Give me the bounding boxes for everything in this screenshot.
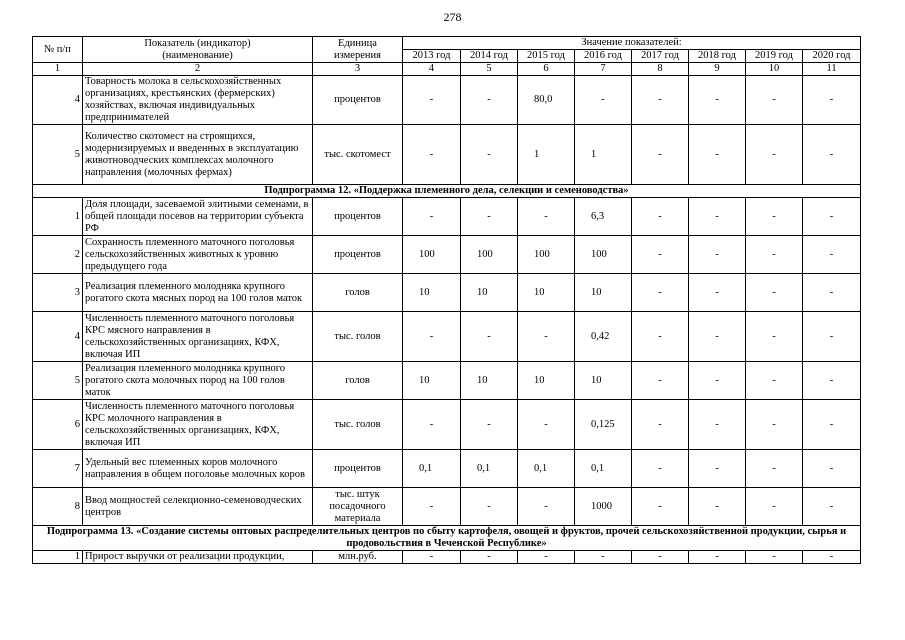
value-cell: 10 bbox=[461, 274, 518, 312]
row-number: 3 bbox=[33, 274, 83, 312]
header-indicator: Показатель (индикатор) (наименование) bbox=[83, 37, 313, 63]
value-cell: - bbox=[803, 274, 861, 312]
indicator-name: Реализация племенного молодняка крупного рогатого скота мясных пород на 100 голов маток bbox=[83, 274, 313, 312]
table-row bbox=[33, 274, 861, 312]
value-cell: - bbox=[461, 488, 518, 526]
indicator-name: Количество скотомест на строящихся, модернизируемых и введенных в эксплуатацию животноводческих комплексах молочного направления (молочных фермах) bbox=[83, 125, 313, 185]
table-row bbox=[33, 362, 861, 400]
indicator-name: Сохранность племенного маточного поголовья сельскохозяйственных животных к уровню предыдущего года bbox=[83, 236, 313, 274]
indicator-name: Удельный вес племенных коров молочного направления в общем поголовье молочных коров bbox=[83, 450, 313, 488]
value-cell: - bbox=[518, 400, 575, 450]
table-row bbox=[33, 400, 861, 450]
value-cell: 10 bbox=[518, 274, 575, 312]
value-cell: 0,125 bbox=[575, 400, 632, 450]
table-row bbox=[33, 450, 861, 488]
row-number: 4 bbox=[33, 312, 83, 362]
value-cell: 0,1 bbox=[575, 450, 632, 488]
value-cell: 100 bbox=[575, 236, 632, 274]
value-cell: - bbox=[632, 450, 689, 488]
value-cell: - bbox=[575, 551, 632, 564]
value-cell: - bbox=[403, 551, 461, 564]
value-cell: - bbox=[746, 312, 803, 362]
value-cell: - bbox=[803, 400, 861, 450]
header-year: 2016 год bbox=[575, 50, 632, 63]
value-cell: - bbox=[689, 76, 746, 125]
value-cell: - bbox=[803, 76, 861, 125]
value-cell: - bbox=[461, 400, 518, 450]
indicator-name: Численность племенного маточного поголовья КРС молочного направления в сельскохозяйственных организациях, КФХ, включая ИП bbox=[83, 400, 313, 450]
row-number: 6 bbox=[33, 400, 83, 450]
value-cell: - bbox=[403, 312, 461, 362]
value-cell: - bbox=[403, 488, 461, 526]
header-year: 2014 год bbox=[461, 50, 518, 63]
header-year: 2020 год bbox=[803, 50, 861, 63]
value-cell: - bbox=[632, 488, 689, 526]
value-cell: - bbox=[461, 125, 518, 185]
value-cell: - bbox=[461, 551, 518, 564]
table-row bbox=[33, 236, 861, 274]
unit-cell: тыс. скотомест bbox=[313, 125, 403, 185]
value-cell: - bbox=[803, 236, 861, 274]
page-number: 278 bbox=[443, 10, 462, 24]
value-cell: - bbox=[803, 198, 861, 236]
header-col-number: 10 bbox=[746, 63, 803, 76]
indicator-name: Реализация племенного молодняка крупного рогатого скота молочных пород на 100 голов маток bbox=[83, 362, 313, 400]
value-cell: - bbox=[632, 362, 689, 400]
row-number: 4 bbox=[33, 76, 83, 125]
unit-cell: процентов bbox=[313, 236, 403, 274]
value-cell: 100 bbox=[403, 236, 461, 274]
value-cell: - bbox=[746, 198, 803, 236]
value-cell: 10 bbox=[518, 362, 575, 400]
value-cell: - bbox=[518, 551, 575, 564]
subprogram-title: Подпрограмма 12. «Поддержка племенного дела, селекции и семеноводства» bbox=[33, 185, 861, 198]
header-year: 2015 год bbox=[518, 50, 575, 63]
row-number: 8 bbox=[33, 488, 83, 526]
row-number: 7 bbox=[33, 450, 83, 488]
table-row bbox=[33, 198, 861, 236]
value-cell: - bbox=[632, 198, 689, 236]
row-number: 2 bbox=[33, 236, 83, 274]
value-cell: 0,42 bbox=[575, 312, 632, 362]
indicator-name: Ввод мощностей селекционно-семеноводческих центров bbox=[83, 488, 313, 526]
header-col-number: 7 bbox=[575, 63, 632, 76]
header-col-number: 1 bbox=[33, 63, 83, 76]
value-cell: - bbox=[803, 362, 861, 400]
value-cell: - bbox=[632, 76, 689, 125]
table-row bbox=[33, 488, 861, 526]
value-cell: - bbox=[746, 274, 803, 312]
unit-cell: процентов bbox=[313, 450, 403, 488]
table-row bbox=[33, 551, 861, 564]
value-cell: - bbox=[632, 274, 689, 312]
unit-cell: тыс. голов bbox=[313, 312, 403, 362]
value-cell: - bbox=[803, 450, 861, 488]
value-cell: 1000 bbox=[575, 488, 632, 526]
value-cell: - bbox=[746, 76, 803, 125]
value-cell: - bbox=[746, 362, 803, 400]
value-cell: - bbox=[689, 362, 746, 400]
value-cell: - bbox=[746, 488, 803, 526]
header-values: Значение показателей: bbox=[403, 37, 861, 50]
value-cell: - bbox=[632, 312, 689, 362]
unit-cell: голов bbox=[313, 362, 403, 400]
value-cell: - bbox=[518, 312, 575, 362]
subprogram-title: Подпрограмма 13. «Создание системы оптовых распределительных центров по сбыту картофеля, овощей и фруктов, прочей сельскохозяйственной продукции, сырья и продовольствия в Чеченской Республике» bbox=[33, 526, 861, 551]
value-cell: 10 bbox=[403, 274, 461, 312]
value-cell: - bbox=[803, 312, 861, 362]
value-cell: 1 bbox=[575, 125, 632, 185]
value-cell: 1 bbox=[518, 125, 575, 185]
unit-cell: процентов bbox=[313, 198, 403, 236]
value-cell: - bbox=[746, 236, 803, 274]
table-row bbox=[33, 125, 861, 185]
unit-cell: млн.руб. bbox=[313, 551, 403, 564]
value-cell: - bbox=[689, 450, 746, 488]
table-row bbox=[33, 312, 861, 362]
value-cell: - bbox=[632, 551, 689, 564]
value-cell: - bbox=[575, 76, 632, 125]
value-cell: - bbox=[803, 125, 861, 185]
value-cell: - bbox=[803, 551, 861, 564]
indicator-name: Прирост выручки от реализации продукции, bbox=[83, 551, 313, 564]
row-number: 5 bbox=[33, 125, 83, 185]
value-cell: - bbox=[518, 488, 575, 526]
value-cell: - bbox=[632, 236, 689, 274]
indicator-name: Товарность молока в сельскохозяйственных организациях, крестьянских (фермерских) хозяйствах, включая индивидуальных предпринимателей bbox=[83, 76, 313, 125]
value-cell: - bbox=[746, 551, 803, 564]
value-cell: - bbox=[632, 125, 689, 185]
value-cell: - bbox=[403, 400, 461, 450]
value-cell: - bbox=[746, 450, 803, 488]
value-cell: - bbox=[461, 312, 518, 362]
value-cell: 6,3 bbox=[575, 198, 632, 236]
header-col-number: 2 bbox=[83, 63, 313, 76]
value-cell: 100 bbox=[461, 236, 518, 274]
value-cell: 0,1 bbox=[518, 450, 575, 488]
header-year: 2017 год bbox=[632, 50, 689, 63]
value-cell: - bbox=[461, 76, 518, 125]
value-cell: - bbox=[632, 400, 689, 450]
unit-cell: процентов bbox=[313, 76, 403, 125]
value-cell: - bbox=[803, 488, 861, 526]
value-cell: - bbox=[518, 198, 575, 236]
value-cell: - bbox=[689, 198, 746, 236]
row-number: 5 bbox=[33, 362, 83, 400]
value-cell: 0,1 bbox=[461, 450, 518, 488]
value-cell: 10 bbox=[403, 362, 461, 400]
header-col-number: 9 bbox=[689, 63, 746, 76]
indicator-name: Численность племенного маточного поголовья КРС мясного направления в сельскохозяйственных организациях, КФХ, включая ИП bbox=[83, 312, 313, 362]
header-year: 2019 год bbox=[746, 50, 803, 63]
table-row bbox=[33, 76, 861, 125]
unit-cell: голов bbox=[313, 274, 403, 312]
header-num: № п/п bbox=[33, 37, 83, 63]
value-cell: - bbox=[403, 125, 461, 185]
value-cell: - bbox=[689, 312, 746, 362]
value-cell: - bbox=[689, 236, 746, 274]
value-cell: 0,1 bbox=[403, 450, 461, 488]
row-number: 1 bbox=[33, 551, 83, 564]
header-col-number: 3 bbox=[313, 63, 403, 76]
value-cell: - bbox=[689, 488, 746, 526]
value-cell: - bbox=[403, 76, 461, 125]
header-year: 2018 год bbox=[689, 50, 746, 63]
value-cell: 100 bbox=[518, 236, 575, 274]
unit-cell: тыс. голов bbox=[313, 400, 403, 450]
indicator-name: Доля площади, засеваемой элитными семенами, в общей площади посевов на территории субъекта РФ bbox=[83, 198, 313, 236]
header-col-number: 5 bbox=[461, 63, 518, 76]
header-col-number: 8 bbox=[632, 63, 689, 76]
header-col-number: 11 bbox=[803, 63, 861, 76]
header-year: 2013 год bbox=[403, 50, 461, 63]
row-number: 1 bbox=[33, 198, 83, 236]
header-col-number: 4 bbox=[403, 63, 461, 76]
value-cell: 10 bbox=[461, 362, 518, 400]
value-cell: - bbox=[403, 198, 461, 236]
value-cell: - bbox=[461, 198, 518, 236]
value-cell: - bbox=[689, 551, 746, 564]
value-cell: - bbox=[746, 125, 803, 185]
value-cell: - bbox=[689, 274, 746, 312]
value-cell: 10 bbox=[575, 274, 632, 312]
value-cell: - bbox=[689, 400, 746, 450]
unit-cell: тыс. штук посадочного материала bbox=[313, 488, 403, 526]
value-cell: - bbox=[689, 125, 746, 185]
value-cell: 80,0 bbox=[518, 76, 575, 125]
indicators-table bbox=[32, 36, 861, 564]
value-cell: - bbox=[746, 400, 803, 450]
value-cell: 10 bbox=[575, 362, 632, 400]
header-unit: Единица измерения bbox=[313, 37, 403, 63]
header-col-number: 6 bbox=[518, 63, 575, 76]
